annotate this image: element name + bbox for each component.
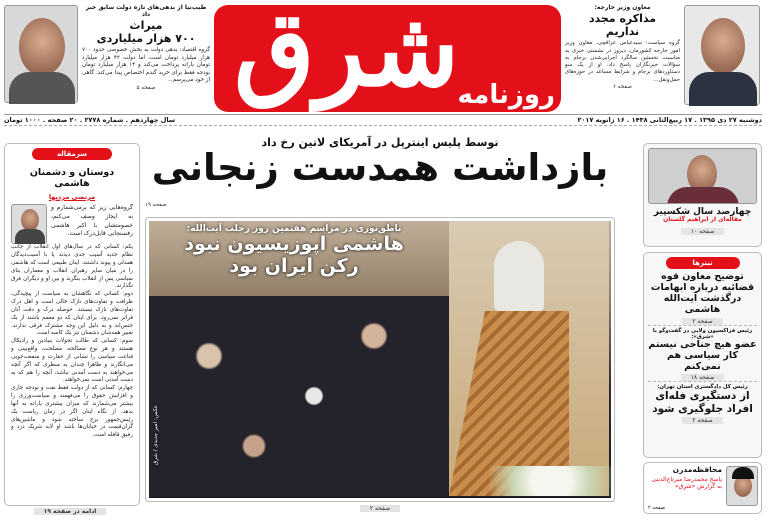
main-story-header[interactable] bbox=[145, 136, 615, 208]
kicker: توسط پلیس اینترپل در آمریکای لاتین رخ داد bbox=[261, 136, 499, 149]
author-portrait bbox=[11, 204, 47, 244]
continued-label: ادامه در صفحه ۱۹ bbox=[34, 508, 107, 515]
portrait-tayebnia bbox=[4, 5, 78, 103]
mirtajodini-portrait bbox=[726, 466, 758, 506]
story-title: محافظه‌مدرن bbox=[672, 465, 722, 474]
editorial-column[interactable] bbox=[4, 143, 140, 506]
headline: میراث bbox=[129, 19, 163, 32]
logo-text: شرق bbox=[234, 5, 460, 110]
story-sub: پاسخ محمدرضا میرتاج‌الدینی به گزارش «شرق» bbox=[651, 475, 722, 491]
news-kicker: رئیس فراکسیون ولایی در گفت‌وگو با «شرق»: bbox=[652, 327, 753, 340]
page-ref: صفحه ۲ bbox=[360, 505, 400, 512]
issue-info: سال چهاردهم . شماره ۲۷۷۸ . ۲۰ صفحه . ۱۰۰۰ تومان bbox=[4, 116, 176, 124]
news-headline: توضیح معاون قوه قضائیه درباره ابهامات درگذشت آیت‌الله هاشمی bbox=[650, 271, 755, 315]
main-headline: بازداشت همدست زنجانی bbox=[151, 146, 609, 189]
page-ref: صفحه ۵ bbox=[136, 85, 156, 92]
editorial-intro: گروه‌هایی زیر که برمی‌شمارم و به ایجاز وصف می‌کنم، خصومتشان با اکبر هاشمی رفسنجانی قابل‌درک است. bbox=[51, 204, 133, 238]
page-ref: صفحه ۱۰ bbox=[681, 228, 725, 235]
photo-page-ref bbox=[330, 505, 430, 512]
editorial-title: دوستان و دشمنان هاشمی bbox=[29, 167, 115, 189]
headline: ۷۰۰ هزار میلیاردی bbox=[96, 31, 196, 45]
headline: نداریم bbox=[605, 24, 640, 38]
bottom-right-story[interactable] bbox=[643, 462, 762, 514]
feature-sub: مقاله‌ای از ابراهیم گلستان bbox=[663, 216, 742, 224]
golestan-portrait bbox=[648, 148, 757, 204]
page-ref: صفحه ۱۸ bbox=[681, 374, 725, 381]
news-item[interactable] bbox=[648, 272, 757, 325]
summary: گروه سیاست: سیدعباس عراقچی، معاون وزیر امور خارجه کشورمان، دیروز در نشستی خبری به مناسبت نخستین سالگرد اجرایی‌شدن برجام به سؤالات خبرنگاران پاسخ داد. او از یک سو دستاوردهای برجام و شرایط مساعد در حوزه‌های حمل‌ونقل... bbox=[565, 40, 680, 83]
kicker: طیب‌نیا از بدهی‌های تازه دولت سابق خبر داد bbox=[85, 4, 207, 18]
top-right-story[interactable] bbox=[565, 4, 680, 90]
top-left-story[interactable] bbox=[82, 4, 210, 91]
continued-link[interactable] bbox=[20, 508, 120, 515]
section-label: تیترها bbox=[666, 257, 740, 269]
editorial-paragraph: دوم: کسانی که نگاهشان به سیاست از پیچیدگی، ظرافت و تفاوت‌های نازک خالی است و اهل درک تفاوت‌های نازک نیستند. حوصله درک و دقت آنان فراتر نمی‌رود. برای اینان که دو معمم باشند از یک جنس‌اند و به دلیل این وجه مشترک فرقی ندارند. تعبیر همه‌شان دشمنان نیز یک کاسه است. bbox=[11, 291, 133, 337]
feature-headline: چهارصد سال شکسپیر bbox=[653, 207, 752, 217]
news-kicker: رئیس کل دادگستری استان تهران: bbox=[657, 384, 748, 391]
photo-headline: هاشمی اپوزیسیون نبود bbox=[184, 233, 404, 255]
editorial-paragraph: چهارم: کسانی که از دولت فقط نفت و بودجه جاری و افزایش حقوق را می‌فهمند و سیاست‌ورزی را بیشتر می‌شمارند که میزان بیشتری یارانه به آنها بدهد. از نگاه اینان اگر در زمان ریاست یک رئیس‌جمهور برج ساخته شود و ماشین‌های گران‌قیمت در خیابان‌ها باشد او لابد شریک دزد و رفیق قافله است. bbox=[11, 385, 133, 439]
date: دوشنبه ۲۷ دی ۱۳۹۵ . ۱۷ ربیع‌الثانی ۱۴۳۸ . ۱۶ ژانویه ۲۰۱۷ bbox=[577, 116, 762, 124]
page-ref: صفحه ۱۹ bbox=[145, 202, 167, 208]
section-label: سرمقاله bbox=[32, 148, 112, 160]
page-ref: صفحه ۲ bbox=[682, 318, 722, 325]
author[interactable]: مرتضی مردیها bbox=[48, 192, 96, 201]
speaker bbox=[494, 241, 544, 311]
photo-caption bbox=[169, 224, 419, 278]
page-ref: صفحه ۶ bbox=[613, 84, 632, 91]
news-headline: از دستگیری فله‌ای افراد جلوگیری شود bbox=[652, 390, 753, 415]
main-photo[interactable] bbox=[145, 217, 615, 502]
summary: گروه اقتصاد: بدهی دولت به بخش خصوصی حدود ۷۰۰ هزار میلیارد تومان است، اما دولت ۴۲ هزار میلیارد تومان یارانه پرداخت می‌کند و ۱۴ هزار میلیارد تومان بودجه فقط برای خرید گندم اختصاص پیدا می‌کند. گاهی از خود می‌پرسم... bbox=[82, 47, 210, 84]
headlines-box bbox=[643, 252, 762, 458]
kicker: معاون وزیر خارجه: bbox=[594, 4, 651, 11]
editorial-paragraph: یکم: کسانی که در سال‌های اول انقلاب از جانب نظام جدید آسیب جدی دیدند یا با آسیب‌دیدگان همدلی و پیوند داشتند. اینان طبیعی است که هاشمی را در میان سایر رهبران انقلاب و معماران بنای سیاسی پس از انقلاب بنگرند و بین او و دیگران فرق نگذارند. bbox=[11, 244, 133, 290]
page-ref: صفحه ۲ bbox=[648, 505, 665, 511]
photo-headline: رکن ایران بود bbox=[229, 254, 359, 277]
dateline-bar bbox=[4, 114, 762, 126]
logo-subtext: روزنامه bbox=[457, 80, 555, 110]
editorial-paragraph: سوم: کسانی که طالب تحولات بنیادین و رادیکال هستند و هر نوع مصالحه، مصلحت، واقع‌بینی و قناعت سیاسی را نشانی از حقارت و منفعت‌جویی می‌انگارند و ظاهرا چندان به منظری که اگر آنچه می‌خواهند به دست آمدنی نباشد، آنچه را هم که به دست آمدنی است نمی‌خواهند. bbox=[11, 338, 133, 384]
page-ref: صفحه ۲ bbox=[682, 417, 722, 424]
portrait-araghchi bbox=[684, 5, 760, 105]
news-item[interactable] bbox=[648, 384, 757, 423]
photo-kicker: ناطق‌نوری در مراسم هفتمین روز رحلت آیت‌الله: bbox=[186, 224, 402, 234]
news-item[interactable] bbox=[648, 328, 757, 382]
headline: مذاکره مجدد bbox=[588, 12, 657, 25]
news-headline: عضو هیچ جناحی نیستم کار سیاسی هم نمی‌کنم bbox=[648, 338, 757, 372]
feature-box[interactable] bbox=[643, 143, 762, 247]
masthead-logo bbox=[214, 5, 561, 112]
photo-credit: عکس: امیر جدیدی / شرق bbox=[153, 404, 159, 466]
